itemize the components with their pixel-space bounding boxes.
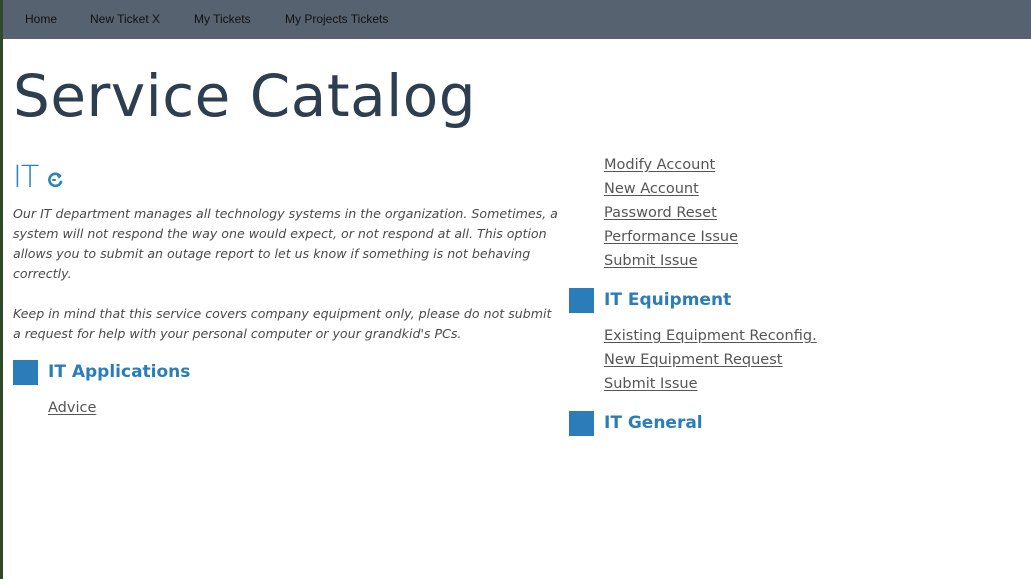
- category-title[interactable]: IT Equipment: [604, 290, 732, 310]
- link-performance-issue[interactable]: Performance Issue: [604, 229, 738, 245]
- link-existing-equipment-reconfig[interactable]: Existing Equipment Reconfig.: [604, 328, 817, 344]
- refresh-icon[interactable]: [46, 171, 64, 189]
- nav-my-projects-tickets[interactable]: My Projects Tickets: [285, 12, 389, 26]
- nav-home[interactable]: Home: [25, 12, 58, 26]
- page-title: Service Catalog: [13, 62, 477, 130]
- nav-my-tickets[interactable]: My Tickets: [194, 12, 251, 26]
- category-square-icon: [569, 411, 594, 436]
- section-description: Our IT department manages all technology systems in the organization. Sometimes, a system will not respond the way one would expect, or not respond at all. This option allows you to submit an outage report to let us know if something is not behaving correctly.: [13, 206, 558, 281]
- category-square-icon: [569, 288, 594, 313]
- link-submit-issue-equipment[interactable]: Submit Issue: [604, 376, 698, 392]
- category-it-applications: [13, 359, 190, 385]
- category-it-general: [569, 410, 703, 436]
- link-password-reset[interactable]: Password Reset: [604, 205, 717, 221]
- top-navbar: [3, 0, 1031, 39]
- section-description-note: Keep in mind that this service covers company equipment only, please do not submit a request for help with your personal computer or your grandkid's PCs.: [13, 306, 552, 341]
- section-header: [13, 158, 64, 196]
- category-square-icon: [13, 360, 38, 385]
- section-title: IT: [13, 159, 39, 195]
- category-title[interactable]: IT Applications: [48, 362, 191, 382]
- link-submit-issue-applications[interactable]: Submit Issue: [604, 253, 698, 269]
- category-title[interactable]: IT General: [604, 413, 703, 433]
- link-advice[interactable]: Advice: [48, 400, 97, 416]
- link-modify-account[interactable]: Modify Account: [604, 157, 716, 173]
- link-new-equipment-request[interactable]: New Equipment Request: [604, 352, 783, 368]
- nav-new-ticket[interactable]: New Ticket X: [90, 12, 161, 26]
- link-new-account[interactable]: New Account: [604, 181, 699, 197]
- category-it-equipment: [569, 287, 731, 313]
